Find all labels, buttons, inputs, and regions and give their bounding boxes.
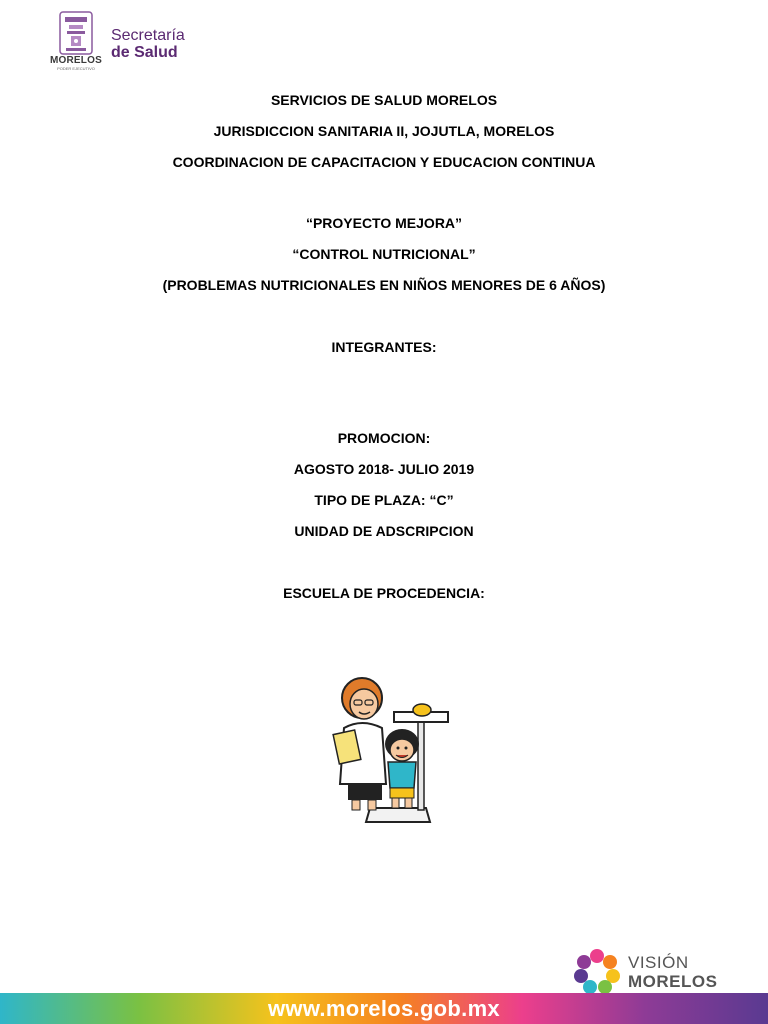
- logo-line-2: de Salud: [110, 44, 178, 61]
- footer-url[interactable]: www.morelos.gob.mx: [268, 996, 500, 1021]
- vision-line-2: MORELOS: [628, 972, 718, 991]
- promotion-period: AGOSTO 2018- JULIO 2019: [293, 461, 475, 477]
- members-label: INTEGRANTES:: [331, 339, 437, 355]
- vision-morelos-logo: [572, 944, 730, 1000]
- seal-subtitle: PODER EJECUTIVO: [57, 66, 95, 71]
- project-heading: “PROYECTO MEJORA”: [305, 215, 463, 231]
- coordination-heading: COORDINACION DE CAPACITACION Y EDUCACION CONTINUA: [172, 154, 596, 170]
- document-title: “CONTROL NUTRICIONAL”: [292, 246, 476, 262]
- jurisdiction-heading: JURISDICCION SANITARIA II, JOJUTLA, MORELOS: [213, 123, 555, 139]
- school-label: ESCUELA DE PROCEDENCIA:: [283, 585, 485, 601]
- document-subtitle: (PROBLEMAS NUTRICIONALES EN NIÑOS MENORES DE 6 AÑOS): [162, 277, 606, 293]
- unit-label: UNIDAD DE ADSCRIPCION: [294, 523, 474, 539]
- vision-morelos-icon: [572, 947, 622, 997]
- institution-heading: SERVICIOS DE SALUD MORELOS: [270, 92, 498, 108]
- seal-name: MORELOS: [50, 55, 102, 66]
- morelos-seal-icon: [59, 11, 93, 55]
- nutrition-illustration: [330, 676, 452, 826]
- plaza-type: TIPO DE PLAZA: “C”: [314, 492, 454, 508]
- logo-line-1: Secretaría: [110, 27, 185, 44]
- vision-line-1: VISIÓN: [628, 953, 689, 972]
- logo-text: [111, 27, 185, 61]
- promotion-label: PROMOCION:: [337, 430, 431, 446]
- secretaria-salud-logo: [50, 10, 185, 78]
- morelos-seal: [50, 11, 102, 77]
